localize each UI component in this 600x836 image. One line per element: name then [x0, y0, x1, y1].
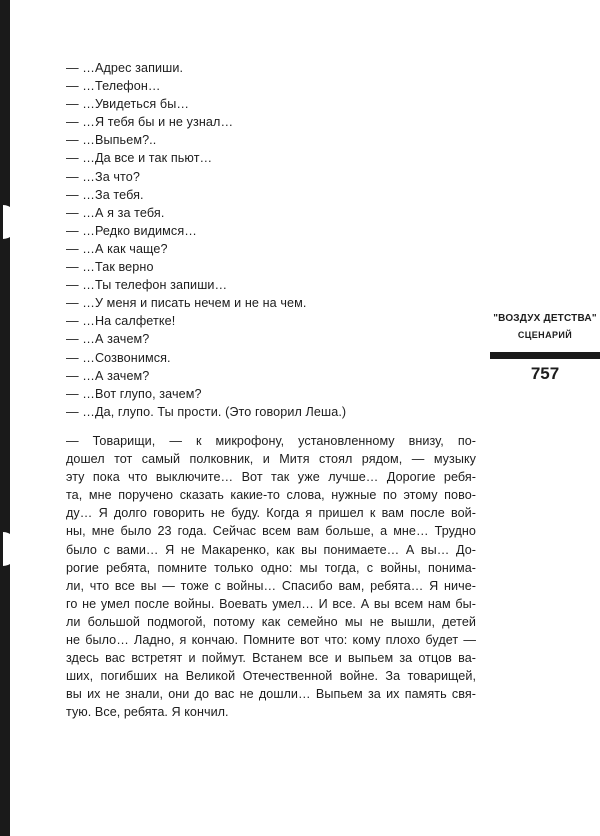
prose-line: — Товарищи, — к микрофону, установленному внизу, по- — [66, 434, 476, 448]
dialogue-line: — …Созвонимся. — [66, 350, 171, 365]
dialogue-line: — …Адрес запиши. — [66, 61, 184, 75]
dialogue-line: — …А как чаще? — [66, 241, 168, 256]
prose-line: ших, погибших на Великой Отечественной войне. За товарищей, — [66, 669, 476, 684]
prose-line: ли, что все вы — тоже с войны… Спасибо вам, ребята… Я ниче- — [66, 578, 476, 593]
dialogue-line: — …Да, глупо. Ты прости. (Это говорил Леша.) — [66, 404, 347, 419]
dialogue-line: — …А зачем? — [66, 368, 150, 383]
running-header-subtitle: СЦЕНАРИЙ — [517, 330, 573, 340]
dialogue-line: — …У меня и писать нечем и не на чем. — [66, 296, 307, 311]
dialogue-line: — …А зачем? — [66, 332, 150, 347]
prose-line: эту пока что выключите… Вот так уже лучше… Дорогие ребя- — [66, 470, 476, 485]
prose-line: тую. Все, ребята. Я кончил. — [66, 705, 229, 720]
dialogue-line: — …Вот глупо, зачем? — [66, 386, 202, 401]
binding-notch — [3, 532, 17, 566]
dialogue-line: — …Да все и так пьют… — [66, 151, 213, 166]
prose-line: ли большой подмогой, потому как семейно мы не вышли, детей — [66, 614, 476, 629]
dialogue-line: — …Редко видимся… — [66, 223, 197, 238]
prose-line: дошел тот самый полковник, и Митя стоял рядом, — музыку — [66, 452, 476, 467]
dialogue-line: — …Я тебя бы и не узнал… — [66, 115, 234, 130]
running-header-rule — [490, 352, 600, 359]
dialogue-line: — …А я за тебя. — [66, 205, 165, 220]
dialogue-line: — …Увидеться бы… — [66, 97, 190, 112]
prose-paragraph — [66, 432, 476, 722]
dialogue-line: — …За тебя. — [66, 187, 144, 202]
prose-line: вы их не знали, они до вас не дошли… Выпьем за их память свя- — [66, 687, 476, 702]
prose-line: здесь вас встретят и поймут. Встанем все и выпьем за отцов ва- — [66, 651, 476, 666]
page-number: 757 — [530, 364, 560, 383]
prose-line: рогие ребята, помните только одно: мы тогда, с войны, понима- — [66, 560, 476, 575]
prose-line: го не умел после войны. Воевать умел… И все. А вы всем нам бы- — [66, 596, 476, 611]
dialogue-line: — …Ты телефон запиши… — [66, 278, 228, 293]
binding-notch — [3, 205, 17, 239]
prose-line: та, мне поручено сказать какие-то слова, нужные по этому пово- — [66, 488, 476, 503]
dialogue-list — [66, 59, 466, 421]
dialogue-line: — …На салфетке! — [66, 314, 176, 329]
running-header-title: "ВОЗДУХ ДЕТСТВА" — [493, 313, 597, 324]
prose-line: ны, мне было 23 года. Сейчас всем вам больше, а мне… Трудно — [66, 524, 476, 539]
prose-line: было с вами… Я не Макаренко, как вы понимаете… А вы… До- — [66, 542, 476, 557]
dialogue-line: — …За что? — [66, 169, 140, 184]
dialogue-line: — …Выпьем?.. — [66, 133, 157, 148]
dialogue-line: — …Так верно — [66, 260, 154, 275]
prose-line: ду… Я долго говорить не буду. Когда я пришел к вам после вой- — [66, 506, 476, 521]
dialogue-line: — …Телефон… — [66, 79, 161, 94]
prose-line: не было… Ладно, я кончаю. Помните вот что: кому плохо будет — — [66, 633, 476, 648]
scan-edge — [0, 0, 10, 836]
